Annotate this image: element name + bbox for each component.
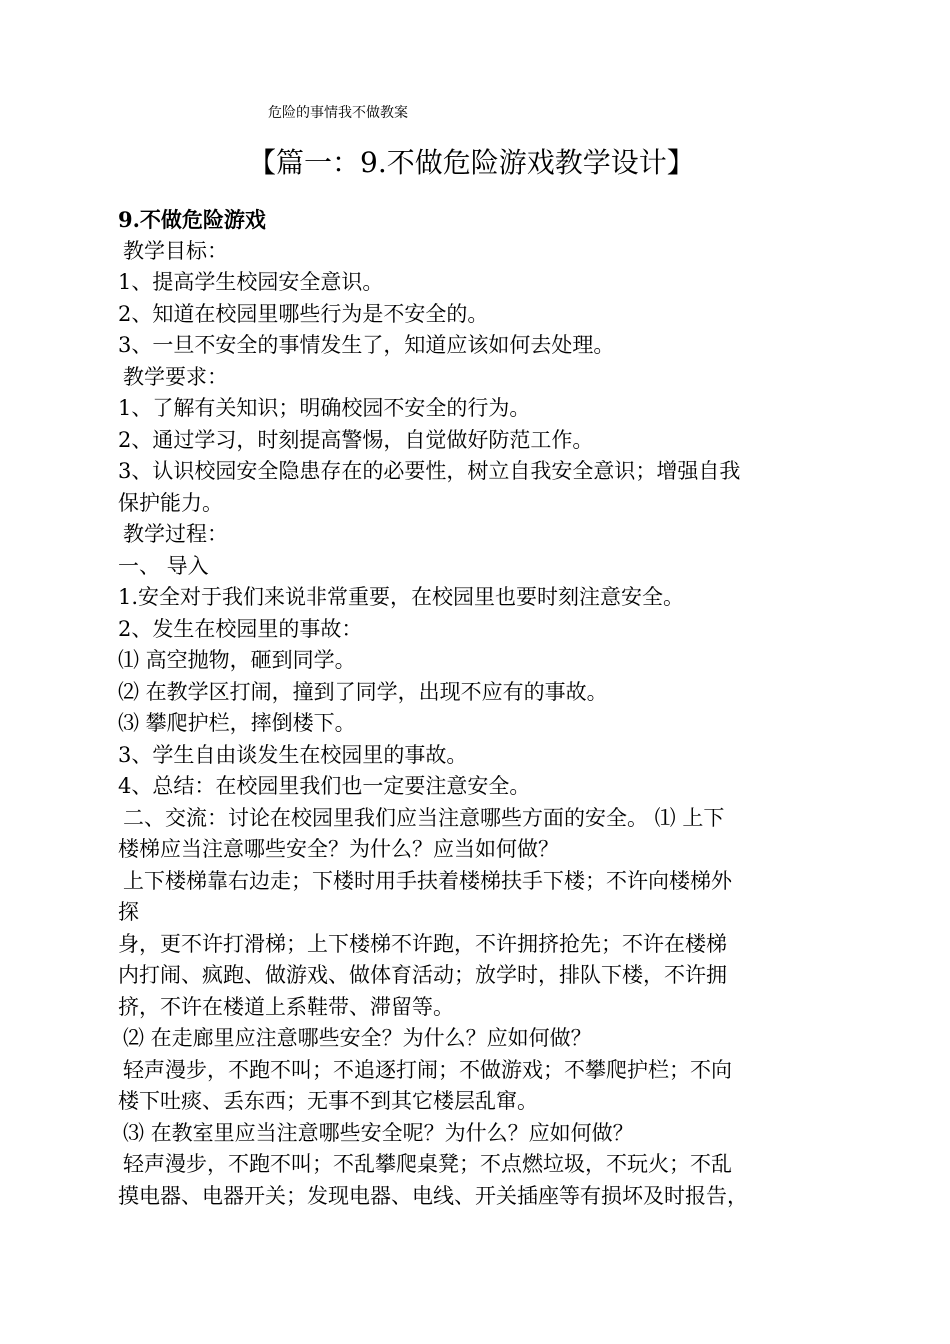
discussion-answer: 楼下吐痰、丢东西；无事不到其它楼层乱窜。	[118, 1089, 538, 1113]
header-note: 危险的事情我不做教案	[268, 105, 408, 121]
discussion-answer: 轻声漫步，不跑不叫；不乱攀爬桌凳；不点燃垃圾，不玩火；不乱	[123, 1152, 732, 1176]
process-item: 2、发生在校园里的事故：	[118, 616, 363, 641]
requirement-item: 1、了解有关知识；明确校园不安全的行为。	[118, 396, 531, 420]
section-heading-requirements: 教学要求：	[123, 364, 228, 389]
discussion-question: ⑵ 在走廊里应注意哪些安全？为什么？应如何做？	[123, 1026, 592, 1050]
requirement-item: 2、通过学习，时刻提高警惕，自觉做好防范工作。	[118, 427, 594, 452]
discussion-question: 楼梯应当注意哪些安全？为什么？应当如何做？	[118, 837, 559, 861]
document-body	[118, 204, 838, 1212]
document-title: 【篇一：9.不做危险游戏教学设计】	[248, 146, 695, 179]
accident-item: ⑴ 高空抛物，砸到同学。	[118, 648, 356, 672]
accident-item: ⑶ 攀爬护栏，摔倒楼下。	[118, 711, 356, 735]
discussion-answer: 摸电器、电器开关；发现电器、电线、开关插座等有损坏及时报告，	[118, 1183, 748, 1208]
discussion-answer: 轻声漫步，不跑不叫；不追逐打闹；不做游戏；不攀爬护栏；不向	[123, 1057, 732, 1082]
process-step-heading: 二、交流：讨论在校园里我们应当注意哪些方面的安全。 ⑴ 上下	[123, 805, 725, 830]
process-item: 3、学生自由谈发生在校园里的事故。	[118, 742, 468, 767]
requirement-item: 3、认识校园安全隐患存在的必要性，树立自我安全意识；增强自我	[118, 459, 741, 483]
goal-item: 2、知道在校园里哪些行为是不安全的。	[118, 301, 489, 326]
discussion-answer: 上下楼梯靠右边走；下楼时用手扶着楼梯扶手下楼；不许向楼梯外	[123, 868, 732, 893]
section-heading-process: 教学过程：	[123, 522, 228, 546]
accident-item: ⑵ 在教学区打闹，撞到了同学，出现不应有的事故。	[118, 679, 608, 704]
goal-item: 1、提高学生校园安全意识。	[118, 270, 384, 294]
section-heading-goals: 教学目标：	[123, 238, 228, 263]
discussion-answer: 挤，不许在楼道上系鞋带、滞留等。	[118, 994, 454, 1019]
goal-item: 3、一旦不安全的事情发生了，知道应该如何去处理。	[118, 333, 615, 357]
process-step-heading: 一、 导入	[118, 553, 209, 578]
requirement-item-continued: 保护能力。	[118, 490, 223, 515]
process-item: 1.安全对于我们来说非常重要，在校园里也要时刻注意安全。	[118, 585, 685, 609]
lesson-title: 9.不做危险游戏	[118, 207, 266, 232]
discussion-answer: 探	[118, 900, 139, 924]
discussion-question: ⑶ 在教室里应当注意哪些安全呢？为什么？应如何做？	[123, 1120, 634, 1145]
discussion-answer: 身，更不许打滑梯；上下楼梯不许跑，不许拥挤抢先；不许在楼梯	[118, 931, 727, 956]
process-item: 4、总结：在校园里我们也一定要注意安全。	[118, 774, 531, 798]
discussion-answer: 内打闹、疯跑、做游戏、做体育活动；放学时，排队下楼，不许拥	[118, 963, 727, 987]
